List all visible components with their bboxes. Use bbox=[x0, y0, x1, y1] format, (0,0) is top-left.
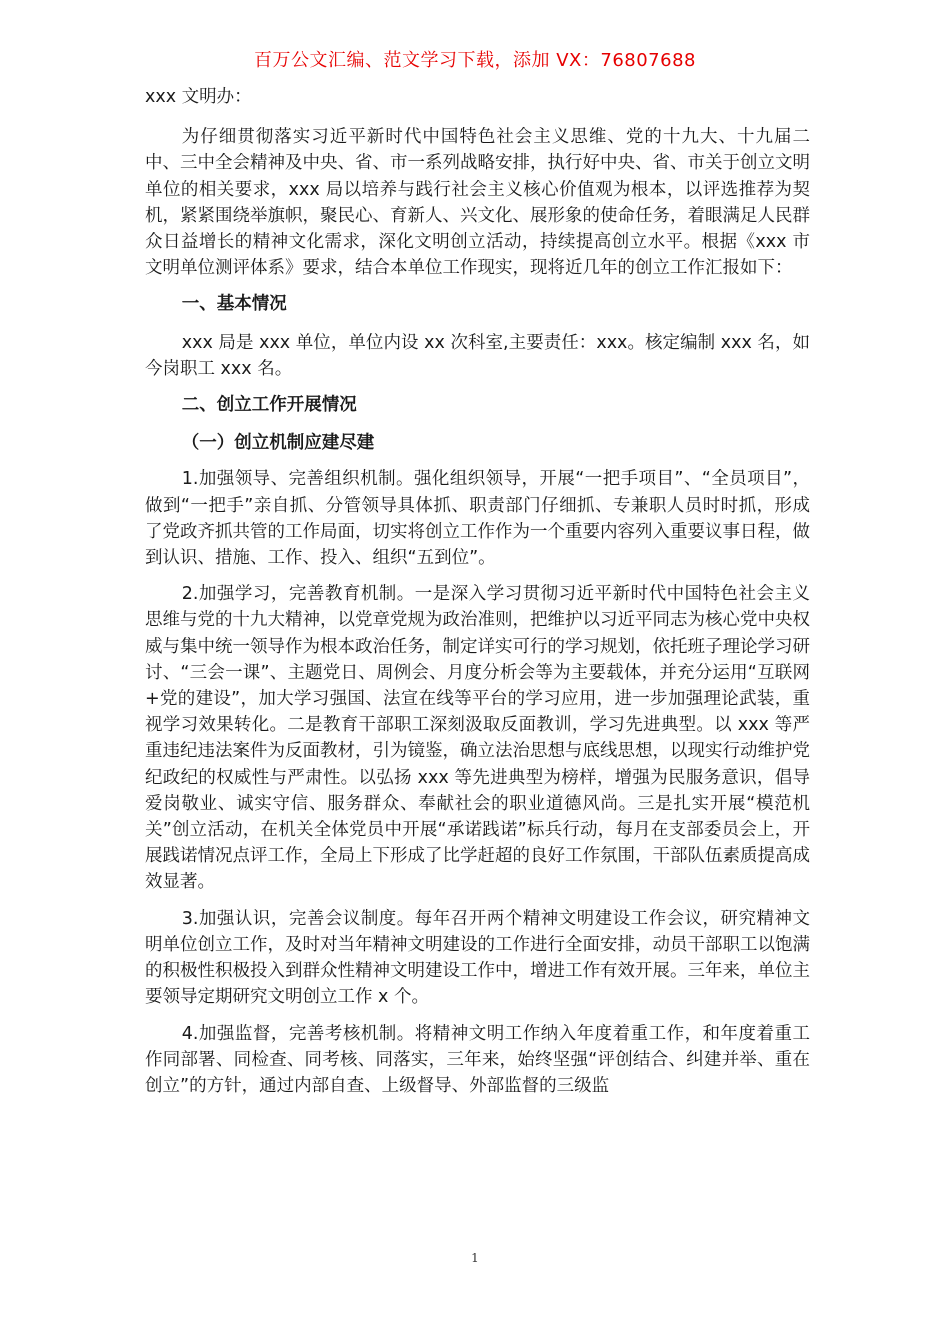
section-heading-basic-info: 一、基本情况 bbox=[181, 294, 287, 315]
basic-info-paragraph: xxx 局是 xxx 单位，单位内设 xx 次科室,主要责任：xxx。核定编制 xxx 名，如今岗职工 xxx 名。 bbox=[145, 332, 810, 379]
subsection-heading-mechanism: （一）创立机制应建尽建 bbox=[181, 433, 375, 454]
salutation: xxx 文明办： bbox=[145, 87, 252, 107]
document-body bbox=[145, 84, 810, 1109]
item-paragraph-leadership: 1.加强领导、完善组织机制。强化组织领导，开展“一把手项目”、“全员项目”，做到“一把手”亲自抓、分管领导具体抓、职责部门仔细抓、专兼职人员时时抓，形成了党政齐抓共管的工作局面，切实将创立工作作为一个重要内容列入重要议事日程，做到认识、措施、工作、投入、组织“五到位”。 bbox=[145, 469, 810, 569]
item-paragraph-study: 2.加强学习，完善教育机制。一是深入学习贯彻习近平新时代中国特色社会主义思维与党的十九大精神，以党章党规为政治准则，把维护以习近平同志为核心党中央权威与集中统一领导作为根本政治任务，制定详实可行的学习规划，依托班子理论学习研讨、“三会一课”、主题党日、周例会、月度分析会等为主要载体，并充分运用“互联网+党的建设”，加大学习强国、法宣在线等平台的学习应用，进一步加强理论武装，重视学习效果转化。二是教育干部职工深刻汲取反面教训，学习先进典型。以 xxx 等严重违纪违法案件为反面教材，引为镜鉴，确立法治思想与底线思想，以现实行动维护党纪政纪的权威性与严肃性。以弘扬 xxx 等先进典型为榜样，增强为民服务意识，倡导爱岗敬业、诚实守信、服务群众、奉献社会的职业道德风尚。三是扎实开展“模范机关”创立活动，在机关全体党员中开展“承诺践诺”标兵行动，每月在支部委员会上，开展践诺情况点评工作，全局上下形成了比学赶超的良好工作氛围，干部队伍素质提高成效显著。 bbox=[145, 584, 810, 893]
item-paragraph-meetings: 3.加强认识，完善会议制度。每年召开两个精神文明建设工作会议，研究精神文明单位创立工作，及时对当年精神文明建设的工作进行全面安排，动员干部职工以饱满的积极性积极投入到群众性精神文明建设工作中，增进工作有效开展。三年来，单位主要领导定期研究文明创立工作 x 个。 bbox=[145, 908, 810, 1008]
section-heading-work-progress: 二、创立工作开展情况 bbox=[181, 395, 357, 416]
item-paragraph-supervision: 4.加强监督，完善考核机制。将精神文明工作纳入年度着重工作，和年度着重工作同部署、同检查、同考核、同落实，三年来，始终坚强“评创结合、纠建并举、重在创立”的方针，通过内部自查、上级督导、外部监督的三级监 bbox=[145, 1023, 810, 1096]
page-number: 1 bbox=[471, 1251, 479, 1265]
header-banner: 百万公文汇编、范文学习下载，添加 VX：76807688 bbox=[254, 50, 696, 71]
intro-paragraph: 为仔细贯彻落实习近平新时代中国特色社会主义思维、党的十九大、十九届二中、三中全会精神及中央、省、市一系列战略安排，执行好中央、省、市关于创立文明单位的相关要求，xxx 局以培养与践行社会主义核心价值观为根本，以评选推荐为契机，紧紧围绕举旗帜，聚民心、育新人、兴文化、展形象的使命任务，着眼满足人民群众日益增长的精神文化需求，深化文明创立活动，持续提高创立水平。根据《xxx 市文明单位测评体系》要求，结合本单位工作现实，现将近几年的创立工作汇报如下： bbox=[145, 127, 810, 279]
